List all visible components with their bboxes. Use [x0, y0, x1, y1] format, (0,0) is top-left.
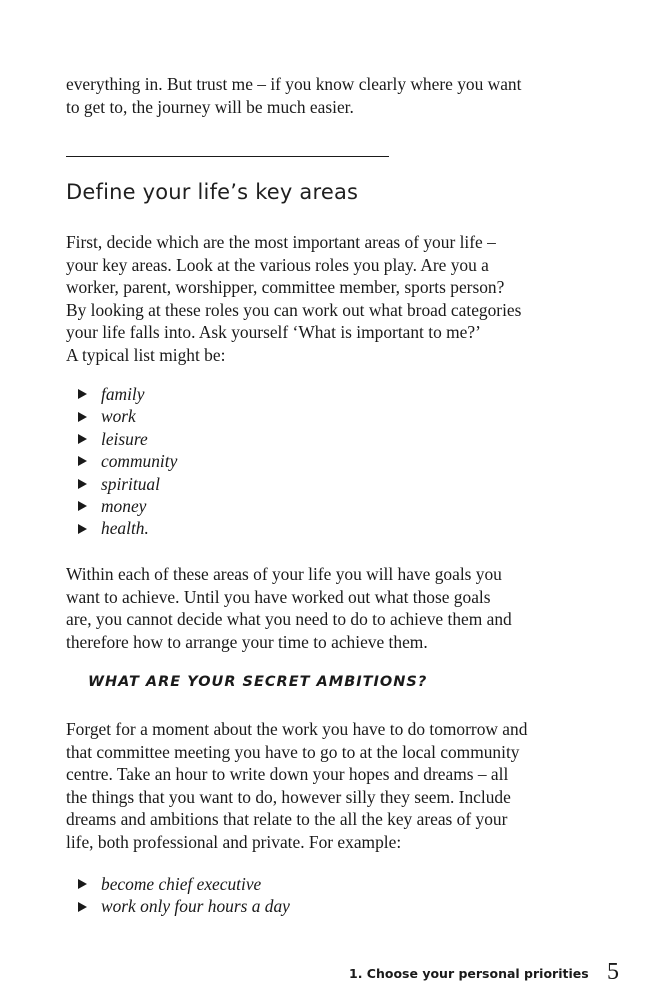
key-areas-paragraph — [66, 231, 606, 366]
bullet-arrow-icon — [78, 524, 87, 534]
page-number: 5 — [607, 959, 619, 985]
list-item-text: work only four hours a day — [101, 896, 290, 917]
list-item — [78, 428, 177, 450]
bullet-arrow-icon — [78, 412, 87, 422]
list-item-text: money — [101, 495, 147, 516]
bullet-arrow-icon — [78, 879, 87, 889]
list-item — [78, 473, 177, 495]
ambitions-paragraph — [66, 718, 606, 853]
list-item-text: spiritual — [101, 473, 160, 494]
list-item-text: become chief executive — [101, 874, 262, 894]
text-line: Within each of these areas of your life you will have goals you — [66, 564, 502, 584]
text-line: want to achieve. Until you have worked out what those goals — [66, 586, 491, 607]
section-divider — [66, 156, 389, 157]
text-line: your life falls into. Ask yourself ‘What is important to me?’ — [66, 322, 481, 342]
text-line: Forget for a moment about the work you have to do tomorrow and — [66, 719, 528, 739]
subsection-heading: WHAT ARE YOUR SECRET AMBITIONS? — [88, 674, 428, 690]
list-item-text: community — [101, 451, 178, 472]
text-line: are, you cannot decide what you need to do to achieve them and — [66, 609, 512, 629]
list-item — [78, 517, 177, 539]
list-item — [78, 450, 177, 472]
section-heading: Define your life’s key areas — [66, 180, 359, 204]
text-line: worker, parent, worshipper, committee member, sports person? — [66, 277, 505, 297]
list-item — [78, 405, 177, 427]
text-line: everything in. But trust me – if you know clearly where you want — [66, 74, 522, 94]
text-line: the things that you want to do, however silly they seem. Include — [66, 786, 511, 807]
bullet-arrow-icon — [78, 479, 87, 489]
ambitions-list — [78, 873, 290, 918]
list-item-text: leisure — [101, 428, 148, 449]
bullet-arrow-icon — [78, 389, 87, 399]
goals-paragraph — [66, 563, 606, 653]
list-item — [78, 873, 290, 895]
list-item — [78, 383, 177, 405]
text-line: centre. Take an hour to write down your hopes and dreams – all — [66, 764, 509, 784]
list-item-text: work — [101, 406, 136, 427]
bullet-arrow-icon — [78, 456, 87, 466]
bullet-arrow-icon — [78, 501, 87, 511]
text-line: therefore how to arrange your time to achieve them. — [66, 631, 428, 652]
running-footer-chapter: 1. Choose your personal priorities — [349, 966, 589, 981]
text-line: life, both professional and private. For example: — [66, 831, 402, 852]
text-line: to get to, the journey will be much easier. — [66, 96, 354, 117]
bullet-arrow-icon — [78, 434, 87, 444]
key-areas-list — [78, 383, 177, 540]
bullet-arrow-icon — [78, 902, 87, 912]
text-line: your key areas. Look at the various roles you play. Are you a — [66, 254, 489, 275]
list-item — [78, 895, 290, 917]
list-item — [78, 495, 177, 517]
list-item-text: family — [101, 384, 145, 404]
text-line: that committee meeting you have to go to at the local community — [66, 741, 520, 762]
list-item-text: health. — [101, 518, 149, 539]
text-line: By looking at these roles you can work out what broad categories — [66, 299, 522, 320]
text-line: A typical list might be: — [66, 344, 226, 365]
intro-paragraph — [66, 73, 606, 118]
text-line: dreams and ambitions that relate to the all the key areas of your — [66, 809, 508, 829]
text-line: First, decide which are the most important areas of your life – — [66, 232, 496, 252]
